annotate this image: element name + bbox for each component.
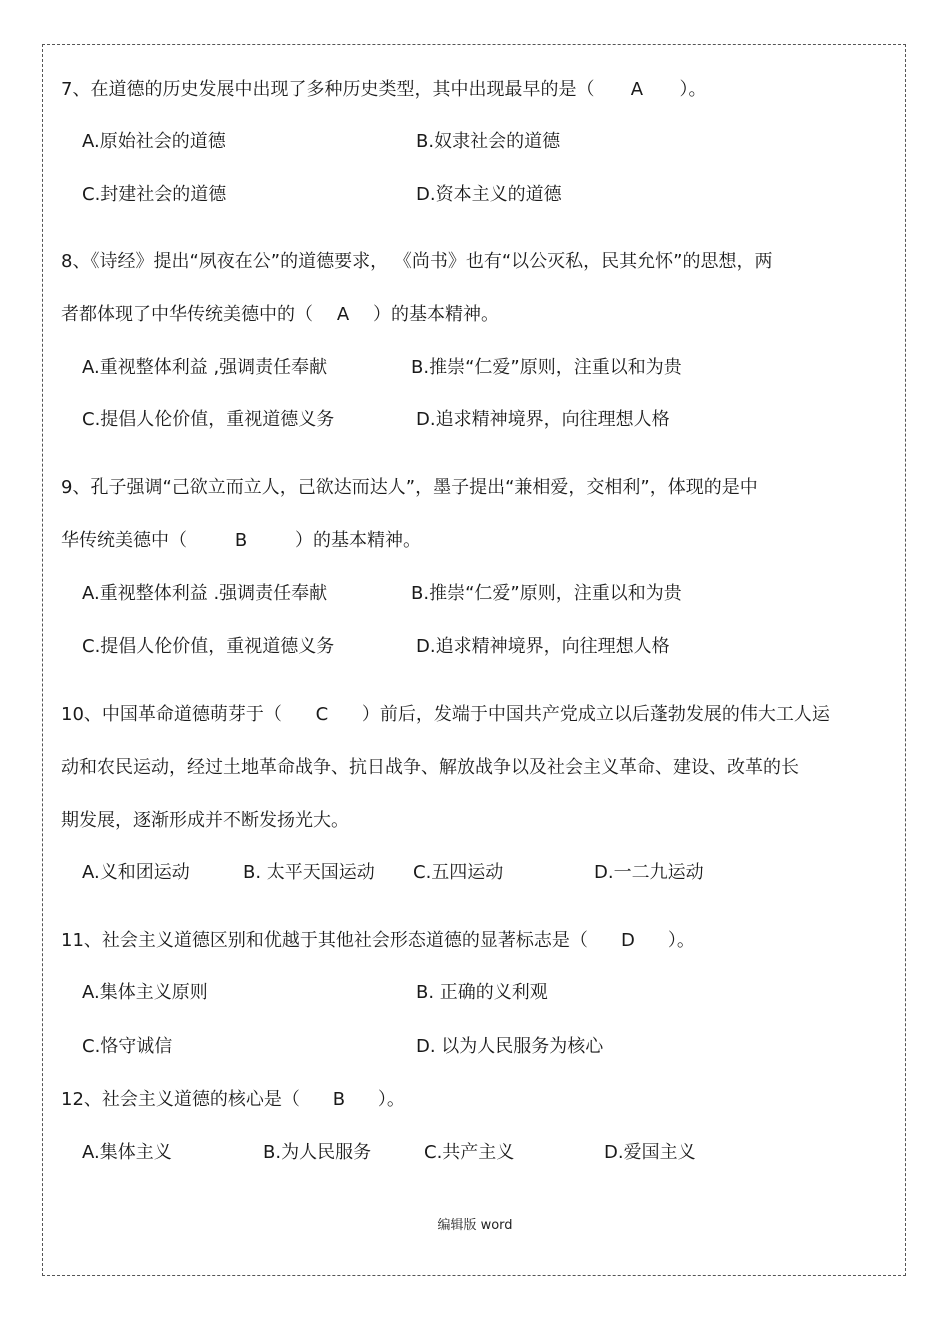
q8-option-d: D.追求精神境界，向往理想人格 — [416, 409, 670, 430]
question-10-text-end: ）前后，发端于中国共产党成立以后蓬勃发展的伟大工人运 — [361, 704, 830, 725]
q12-option-c: C.共产主义 — [424, 1142, 515, 1163]
q12-option-b: B.为人民服务 — [263, 1142, 372, 1163]
q7-option-d: D.资本主义的道德 — [416, 184, 562, 205]
q11-option-c: C.恪守诚信 — [82, 1036, 173, 1057]
question-8-text-end: ）的基本精神。 — [373, 304, 499, 325]
question-10-line-3: 期发展，逐渐形成并不断发扬光大。 — [61, 810, 349, 831]
question-12-text-end: ）。 — [377, 1089, 405, 1110]
question-8-answer: A — [336, 304, 350, 325]
q9-option-c: C.提倡人伦价值，重视道德义务 — [82, 636, 335, 657]
question-11 — [61, 929, 695, 953]
question-9-line-1: 9、孔子强调“己欲立而立人，己欲达而达人”，墨子提出“兼相爱，交相利”，体现的是中 — [61, 477, 758, 498]
q9-option-a: A.重视整体利益 .强调责任奉献 — [82, 583, 328, 604]
q11-option-a: A.集体主义原则 — [82, 982, 208, 1003]
question-7 — [61, 78, 706, 102]
question-12 — [61, 1088, 405, 1112]
q9-option-b: B.推崇“仁爱”原则，注重以和为贵 — [411, 583, 682, 604]
question-12-answer: B — [332, 1089, 346, 1110]
question-7-text-end: ）。 — [679, 79, 707, 100]
q8-option-c: C.提倡人伦价值，重视道德义务 — [82, 409, 335, 430]
q7-option-b: B.奴隶社会的道德 — [416, 131, 561, 152]
q10-option-a: A.义和团运动 — [82, 862, 190, 883]
question-9-answer: B — [234, 530, 248, 551]
q10-option-d: D.一二九运动 — [594, 862, 704, 883]
q7-option-a: A.原始社会的道德 — [82, 131, 226, 152]
q8-option-a: A.重视整体利益 ,强调责任奉献 — [82, 357, 328, 378]
question-11-answer: D — [620, 930, 635, 951]
question-10-line-1 — [61, 703, 830, 727]
question-9-line-2 — [61, 529, 421, 553]
question-9-text-end: ）的基本精神。 — [295, 530, 421, 551]
q9-option-d: D.追求精神境界，向往理想人格 — [416, 636, 670, 657]
q11-option-d: D. 以为人民服务为核心 — [416, 1036, 604, 1057]
question-7-answer: A — [630, 79, 644, 100]
question-10-answer: C — [315, 704, 329, 725]
question-8-line-1: 8、《诗经》提出“夙夜在公”的道德要求， 《尚书》也有“以公灭私，民其允怀”的思想，两 — [61, 251, 773, 272]
q12-option-d: D.爱国主义 — [604, 1142, 696, 1163]
q10-option-c: C.五四运动 — [413, 862, 504, 883]
question-12-text: 12、社会主义道德的核心是（ — [61, 1089, 300, 1110]
question-8-line-2 — [61, 303, 499, 327]
question-10-line-2: 动和农民运动，经过土地革命战争、抗日战争、解放战争以及社会主义革命、建设、改革的长 — [61, 757, 799, 778]
question-11-text: 11、社会主义道德区别和优越于其他社会形态道德的显著标志是（ — [61, 930, 588, 951]
q11-option-b: B. 正确的义利观 — [416, 982, 548, 1003]
q10-option-b: B. 太平天国运动 — [243, 862, 375, 883]
q12-option-a: A.集体主义 — [82, 1142, 172, 1163]
q8-option-b: B.推崇“仁爱”原则，注重以和为贵 — [411, 357, 682, 378]
question-10-text: 10、中国革命道德萌芽于（ — [61, 704, 282, 725]
question-8-text: 者都体现了中华传统美德中的（ — [61, 304, 313, 325]
question-11-text-end: ）。 — [667, 930, 695, 951]
q7-option-c: C.封建社会的道德 — [82, 184, 227, 205]
question-7-text: 7、在道德的历史发展中出现了多种历史类型，其中出现最早的是（ — [61, 79, 595, 100]
question-9-text: 华传统美德中（ — [61, 530, 187, 551]
page-footer: 编辑版 word — [437, 1218, 513, 1233]
